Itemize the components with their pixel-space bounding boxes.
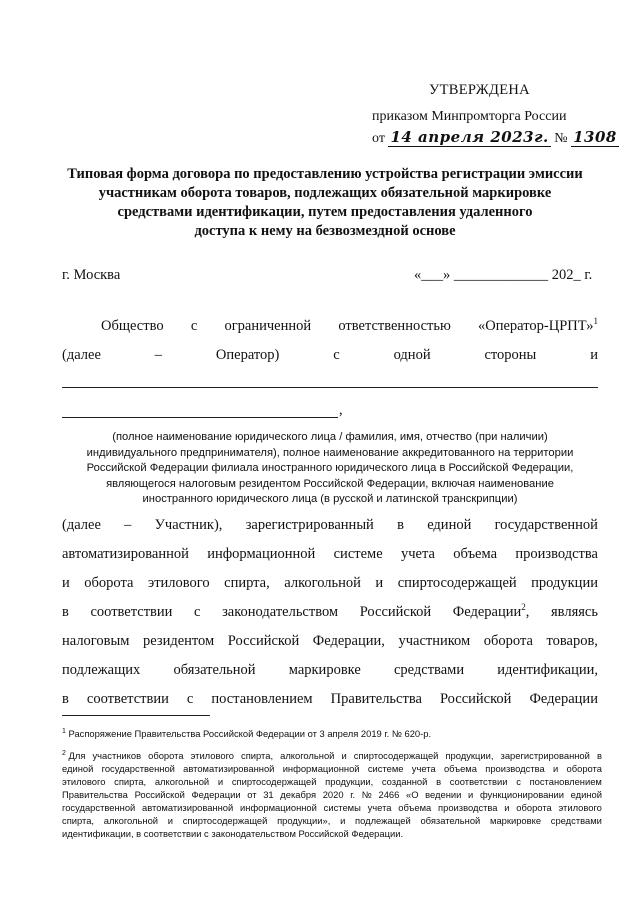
footnote-line	[62, 801, 602, 814]
word: подлежащих	[62, 662, 141, 678]
word: производства	[515, 546, 598, 562]
word: Федерации	[191, 789, 241, 800]
word: государственной	[62, 802, 136, 813]
word: автоматизированной	[183, 763, 275, 774]
approval-order: приказом Минпромторга России	[372, 109, 567, 124]
word: автоматизированной	[142, 802, 234, 813]
footnote-lead	[62, 749, 85, 762]
word: Правительства	[62, 789, 128, 800]
hint-line: индивидуального предпринимателя), полное наименование аккредитованного на территории	[86, 446, 574, 459]
word: –	[154, 347, 163, 363]
word: декабря	[280, 789, 317, 800]
word: производства	[438, 802, 498, 813]
word: –	[124, 517, 132, 533]
word: алкогольной	[280, 750, 335, 761]
word: информационной	[240, 802, 317, 813]
word: единой	[570, 789, 602, 800]
word: оборота	[483, 633, 533, 649]
word: спирта,	[224, 575, 270, 591]
footnote-mark: 2	[62, 749, 66, 757]
word: соответствии	[90, 604, 173, 620]
word: 31	[263, 789, 274, 800]
word: продукции	[531, 575, 598, 591]
word: оборота	[148, 750, 184, 761]
word: обязательной	[173, 662, 256, 678]
word: с	[333, 347, 340, 363]
word: 2020	[322, 789, 344, 800]
word: Федерации$^2$,	[452, 602, 530, 620]
body-line	[62, 604, 598, 621]
word: участников	[92, 750, 142, 761]
word: этилового	[147, 575, 210, 591]
word: спиртосодержащей	[231, 776, 317, 787]
word: в	[596, 750, 602, 761]
word: законодательством	[222, 604, 339, 620]
word: алкогольной	[154, 776, 210, 787]
word: Федерации	[529, 691, 598, 707]
footnote-line	[62, 775, 602, 788]
word: продукции,	[325, 776, 374, 787]
word: с	[190, 318, 198, 334]
approval-date-line	[372, 127, 619, 149]
body-line	[62, 517, 598, 534]
title-line: средствами идентификации, путем предоставления удаленного	[117, 204, 533, 220]
word: и	[62, 575, 70, 591]
footnote-mark: 1	[62, 727, 66, 735]
field-hint	[70, 430, 590, 508]
word: спирта,	[114, 776, 147, 787]
word: продукции,	[445, 750, 494, 761]
body-line	[62, 691, 598, 708]
word: алкогольной	[284, 575, 361, 591]
word: и	[468, 789, 474, 800]
footnote-line	[62, 762, 602, 775]
word: идентификации, в соответствии с законодательством Российской Федерации.	[62, 828, 404, 839]
body-line	[62, 575, 598, 592]
word: с	[194, 604, 201, 620]
word: маркировке	[490, 815, 542, 826]
word: системе	[333, 546, 383, 562]
word: соответствии	[449, 776, 508, 787]
word: спирта,	[62, 815, 95, 826]
word: в	[62, 604, 69, 620]
approval-title: УТВЕРЖДЕНА	[429, 82, 530, 98]
hint-line: (полное наименование юридического лица / фамилия, имя, отчество (при наличии)	[112, 431, 548, 443]
word: ответственностью	[338, 318, 451, 334]
word: ограниченной	[224, 318, 312, 334]
word: Правительства	[330, 691, 422, 707]
word: товаров,	[546, 633, 598, 649]
word: идентификации,	[497, 662, 598, 678]
word: спиртосодержащей	[353, 750, 439, 761]
word: оборота	[566, 763, 602, 774]
word: постановлением	[529, 776, 602, 787]
word: единой	[62, 763, 94, 774]
word: спиртосодержащей	[397, 575, 517, 591]
word: и	[217, 776, 224, 787]
word: 2466	[378, 789, 400, 800]
footnote-line	[62, 749, 602, 762]
word: зарегистрированной	[500, 750, 590, 761]
footnote-separator	[62, 715, 210, 716]
document-title	[55, 165, 595, 241]
title-line: доступа к нему на безвозмездной основе	[194, 223, 456, 239]
word: (далее	[62, 517, 101, 533]
word: от	[247, 789, 257, 800]
word: «О	[406, 789, 419, 800]
footnote-2	[62, 749, 602, 840]
comma: ,	[339, 402, 343, 418]
footnote-ref: 2	[521, 602, 526, 613]
number-label: №	[554, 131, 568, 146]
word: и	[167, 815, 174, 826]
word: стороны	[484, 347, 537, 363]
word: и	[375, 575, 384, 591]
word: средствами	[550, 815, 602, 826]
footnote-line	[62, 827, 602, 840]
word: объема	[453, 546, 498, 562]
footnote-line	[62, 788, 602, 801]
word: являясь	[551, 604, 598, 620]
word: Российской	[227, 633, 300, 649]
word: Участник),	[154, 517, 223, 533]
word: Оператор)	[215, 347, 280, 363]
word: Общество	[101, 318, 164, 334]
word: алкогольной	[103, 815, 159, 826]
word: «Оператор-ЦРПТ»$^1$	[478, 316, 598, 334]
word: участником	[398, 633, 471, 649]
word: информационной	[282, 763, 360, 774]
hint-line: иностранного юридического лица (в русской и латинской транскрипции)	[142, 493, 518, 505]
title-line: участникам оборота товаров, подлежащих обязательной маркировке	[98, 185, 552, 201]
word: ведении	[425, 789, 462, 800]
footnote-text: Распоряжение Правительства Российской Федерации от 3 апреля 2019 г. № 620-р.	[68, 728, 432, 739]
word: производства	[485, 763, 545, 774]
word: в	[397, 517, 404, 533]
word: системе	[367, 763, 404, 774]
paragraph-line	[101, 318, 598, 335]
word: г.	[350, 789, 356, 800]
word: этилового	[558, 802, 602, 813]
contract-date-blank: «___» _____________ 202_ г.	[414, 267, 593, 283]
word: этилового	[190, 750, 234, 761]
hint-line: являющегося налоговым резидентом Российской Федерации, включая наименование	[106, 477, 554, 490]
title-line: Типовая форма договора по предоставлению устройства регистрации эмиссии	[67, 166, 583, 182]
word: №	[361, 789, 372, 800]
handwritten-number: 1308	[573, 128, 617, 146]
word: зарегистрированный	[245, 517, 374, 533]
from-label: от	[372, 131, 385, 146]
word: налоговым	[62, 633, 130, 649]
word: Российской	[134, 789, 185, 800]
body-line	[62, 546, 598, 563]
word: этилового	[62, 776, 106, 787]
word: и	[590, 347, 598, 363]
word: оборота	[516, 802, 552, 813]
word: государственной	[494, 517, 598, 533]
hint-line: Российской Федерации филиала иностранного юридического лица в Российской Федерации,	[86, 462, 574, 474]
word: одной	[393, 347, 431, 363]
word: Российской	[439, 691, 512, 707]
word: спирта,	[241, 750, 274, 761]
word: учета	[411, 763, 436, 774]
word: объема	[443, 763, 477, 774]
word: системы	[323, 802, 361, 813]
handwritten-date: 14 апреля 2023г.	[390, 128, 549, 146]
footnote-line	[62, 814, 602, 827]
word: маркировке	[288, 662, 361, 678]
word: государственной	[101, 763, 175, 774]
word: функционировании	[479, 789, 564, 800]
word: оборота	[84, 575, 134, 591]
word: постановлением	[211, 691, 313, 707]
body-line	[62, 662, 598, 679]
word: учета	[367, 802, 392, 813]
word: с	[516, 776, 521, 787]
body-line	[62, 633, 598, 650]
word: продукции»,	[277, 815, 331, 826]
footnote-1	[62, 727, 602, 740]
word: средствами	[393, 662, 465, 678]
word: учета	[401, 546, 435, 562]
word: информационной	[207, 546, 316, 562]
word: Для	[68, 750, 86, 761]
word: обязательной	[420, 815, 481, 826]
word: подлежащей	[355, 815, 411, 826]
word: и	[553, 763, 559, 774]
word: с	[186, 691, 194, 707]
participant-name-blank	[62, 387, 598, 388]
word: Российской	[359, 604, 432, 620]
word: спиртосодержащей	[182, 815, 268, 826]
word: и	[504, 802, 510, 813]
word: единой	[427, 517, 472, 533]
word: Федерации,	[312, 633, 385, 649]
city: г. Москва	[62, 267, 121, 283]
word: созданной	[381, 776, 428, 787]
word: резидентом	[142, 633, 215, 649]
participant-name-blank	[62, 417, 338, 418]
footnote-ref: 1	[593, 316, 598, 327]
word: и	[340, 815, 346, 826]
word: (далее	[62, 347, 101, 363]
word: в	[436, 776, 442, 787]
word: в	[62, 691, 69, 707]
word: автоматизированной	[62, 546, 189, 562]
word: соответствии	[86, 691, 169, 707]
word: и	[341, 750, 347, 761]
paragraph-line	[62, 347, 598, 364]
word: объема	[398, 802, 432, 813]
